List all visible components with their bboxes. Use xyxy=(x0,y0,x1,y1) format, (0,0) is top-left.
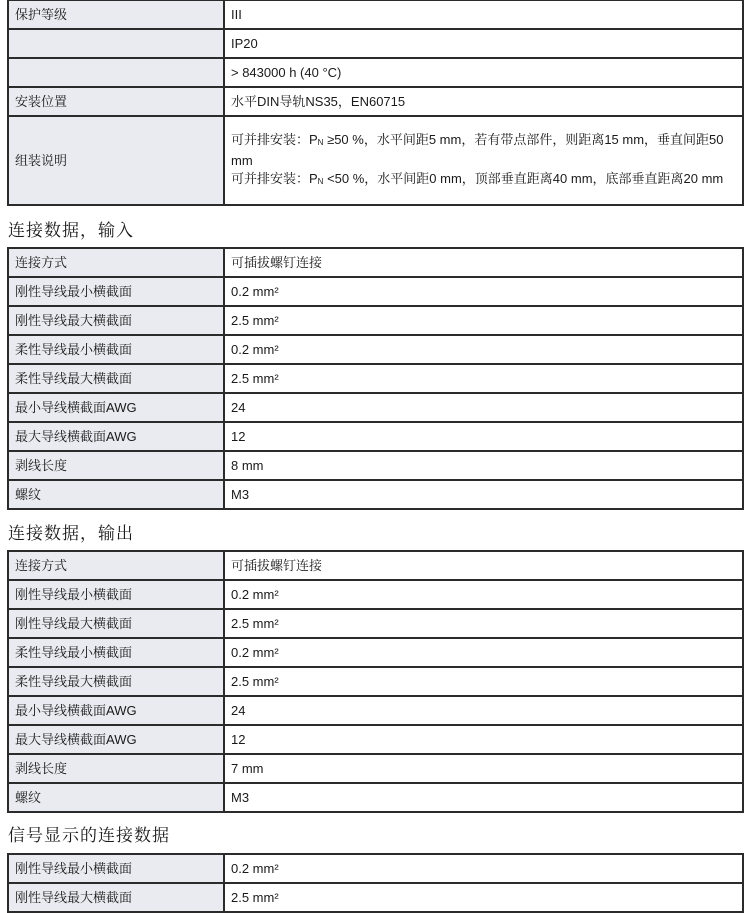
row-value: 水平DIN导轨NS35，EN60715 xyxy=(224,87,743,116)
row-label: 剥线长度 xyxy=(8,754,224,783)
row-label: 最大导线横截面AWG xyxy=(8,422,224,451)
row-label: 刚性导线最大横截面 xyxy=(8,306,224,335)
row-label: 刚性导线最小横截面 xyxy=(8,854,224,883)
row-label: 保护等级 xyxy=(8,0,224,29)
table-row xyxy=(8,667,743,696)
row-value: 24 xyxy=(224,696,743,725)
row-label: 柔性导线最小横截面 xyxy=(8,335,224,364)
row-value: 12 xyxy=(224,725,743,754)
table-row xyxy=(8,422,743,451)
row-value: 0.2 mm² xyxy=(224,580,743,609)
table-row xyxy=(8,883,743,912)
row-label: 连接方式 xyxy=(8,248,224,277)
table-row xyxy=(8,609,743,638)
table-row xyxy=(8,783,743,812)
table-row xyxy=(8,0,743,29)
row-label: 剥线长度 xyxy=(8,451,224,480)
row-value: 可插拔螺钉连接 xyxy=(224,248,743,277)
table-row xyxy=(8,248,743,277)
row-value: 0.2 mm² xyxy=(224,277,743,306)
row-value: 可插拔螺钉连接 xyxy=(224,551,743,580)
row-value: 0.2 mm² xyxy=(224,854,743,883)
table-row xyxy=(8,696,743,725)
table-row xyxy=(8,580,743,609)
row-label: 柔性导线最大横截面 xyxy=(8,364,224,393)
input-connection-table xyxy=(7,247,744,510)
table-row xyxy=(8,754,743,783)
table-row xyxy=(8,725,743,754)
row-value: 2.5 mm² xyxy=(224,609,743,638)
row-value: IP20 xyxy=(224,29,743,58)
table-row xyxy=(8,277,743,306)
assembly-note-line: 可并排安装：$P_N \ge 50$ %，水平间距5 mm，若有带点部件，则距离15 mm，垂直间距50 mm xyxy=(231,131,724,168)
row-label: 柔性导线最大横截面 xyxy=(8,667,224,696)
section-title-input: 连接数据，输入 xyxy=(8,221,134,241)
row-label: 柔性导线最小横截面 xyxy=(8,638,224,667)
row-label: 组装说明 xyxy=(8,116,224,205)
row-label: 最小导线横截面AWG xyxy=(8,393,224,422)
row-value: 0.2 mm² xyxy=(224,335,743,364)
table-row xyxy=(8,480,743,509)
table-row xyxy=(8,451,743,480)
signal-connection-table xyxy=(7,853,744,913)
table-row xyxy=(8,854,743,883)
table-row xyxy=(8,335,743,364)
table-row xyxy=(8,306,743,335)
table-row xyxy=(8,638,743,667)
row-value: 24 xyxy=(224,393,743,422)
row-value: M3 xyxy=(224,783,743,812)
row-label: 螺纹 xyxy=(8,480,224,509)
row-value: > 843000 h (40 °C) xyxy=(224,58,743,87)
row-value: 0.2 mm² xyxy=(224,638,743,667)
table-row xyxy=(8,116,743,205)
section-title-output: 连接数据，输出 xyxy=(8,524,134,544)
table-row xyxy=(8,87,743,116)
assembly-note-line: 可并排安装：$P_N <50$ %，水平间距0 mm，顶部垂直距离40 mm，底部垂直距离20 mm xyxy=(231,170,724,186)
general-spec-table xyxy=(7,0,744,206)
row-value: III xyxy=(224,0,743,29)
row-value: 7 mm xyxy=(224,754,743,783)
row-label: 刚性导线最小横截面 xyxy=(8,580,224,609)
row-label xyxy=(8,58,224,87)
row-label: 螺纹 xyxy=(8,783,224,812)
row-value: 2.5 mm² xyxy=(224,667,743,696)
row-label: 安装位置 xyxy=(8,87,224,116)
row-value: 2.5 mm² xyxy=(224,364,743,393)
table-row xyxy=(8,551,743,580)
row-label: 刚性导线最大横截面 xyxy=(8,883,224,912)
row-label: 刚性导线最大横截面 xyxy=(8,609,224,638)
row-value: 2.5 mm² xyxy=(224,306,743,335)
row-label xyxy=(8,29,224,58)
row-label: 刚性导线最小横截面 xyxy=(8,277,224,306)
section-title-signal: 信号显示的连接数据 xyxy=(8,826,170,846)
row-label: 最小导线横截面AWG xyxy=(8,696,224,725)
row-value: 12 xyxy=(224,422,743,451)
output-connection-table xyxy=(7,550,744,813)
row-label: 最大导线横截面AWG xyxy=(8,725,224,754)
table-row xyxy=(8,58,743,87)
row-label: 连接方式 xyxy=(8,551,224,580)
table-row xyxy=(8,29,743,58)
row-value: 2.5 mm² xyxy=(224,883,743,912)
row-value: 8 mm xyxy=(224,451,743,480)
table-row xyxy=(8,364,743,393)
assembly-notes xyxy=(224,116,743,205)
table-row xyxy=(8,393,743,422)
row-value: M3 xyxy=(224,480,743,509)
